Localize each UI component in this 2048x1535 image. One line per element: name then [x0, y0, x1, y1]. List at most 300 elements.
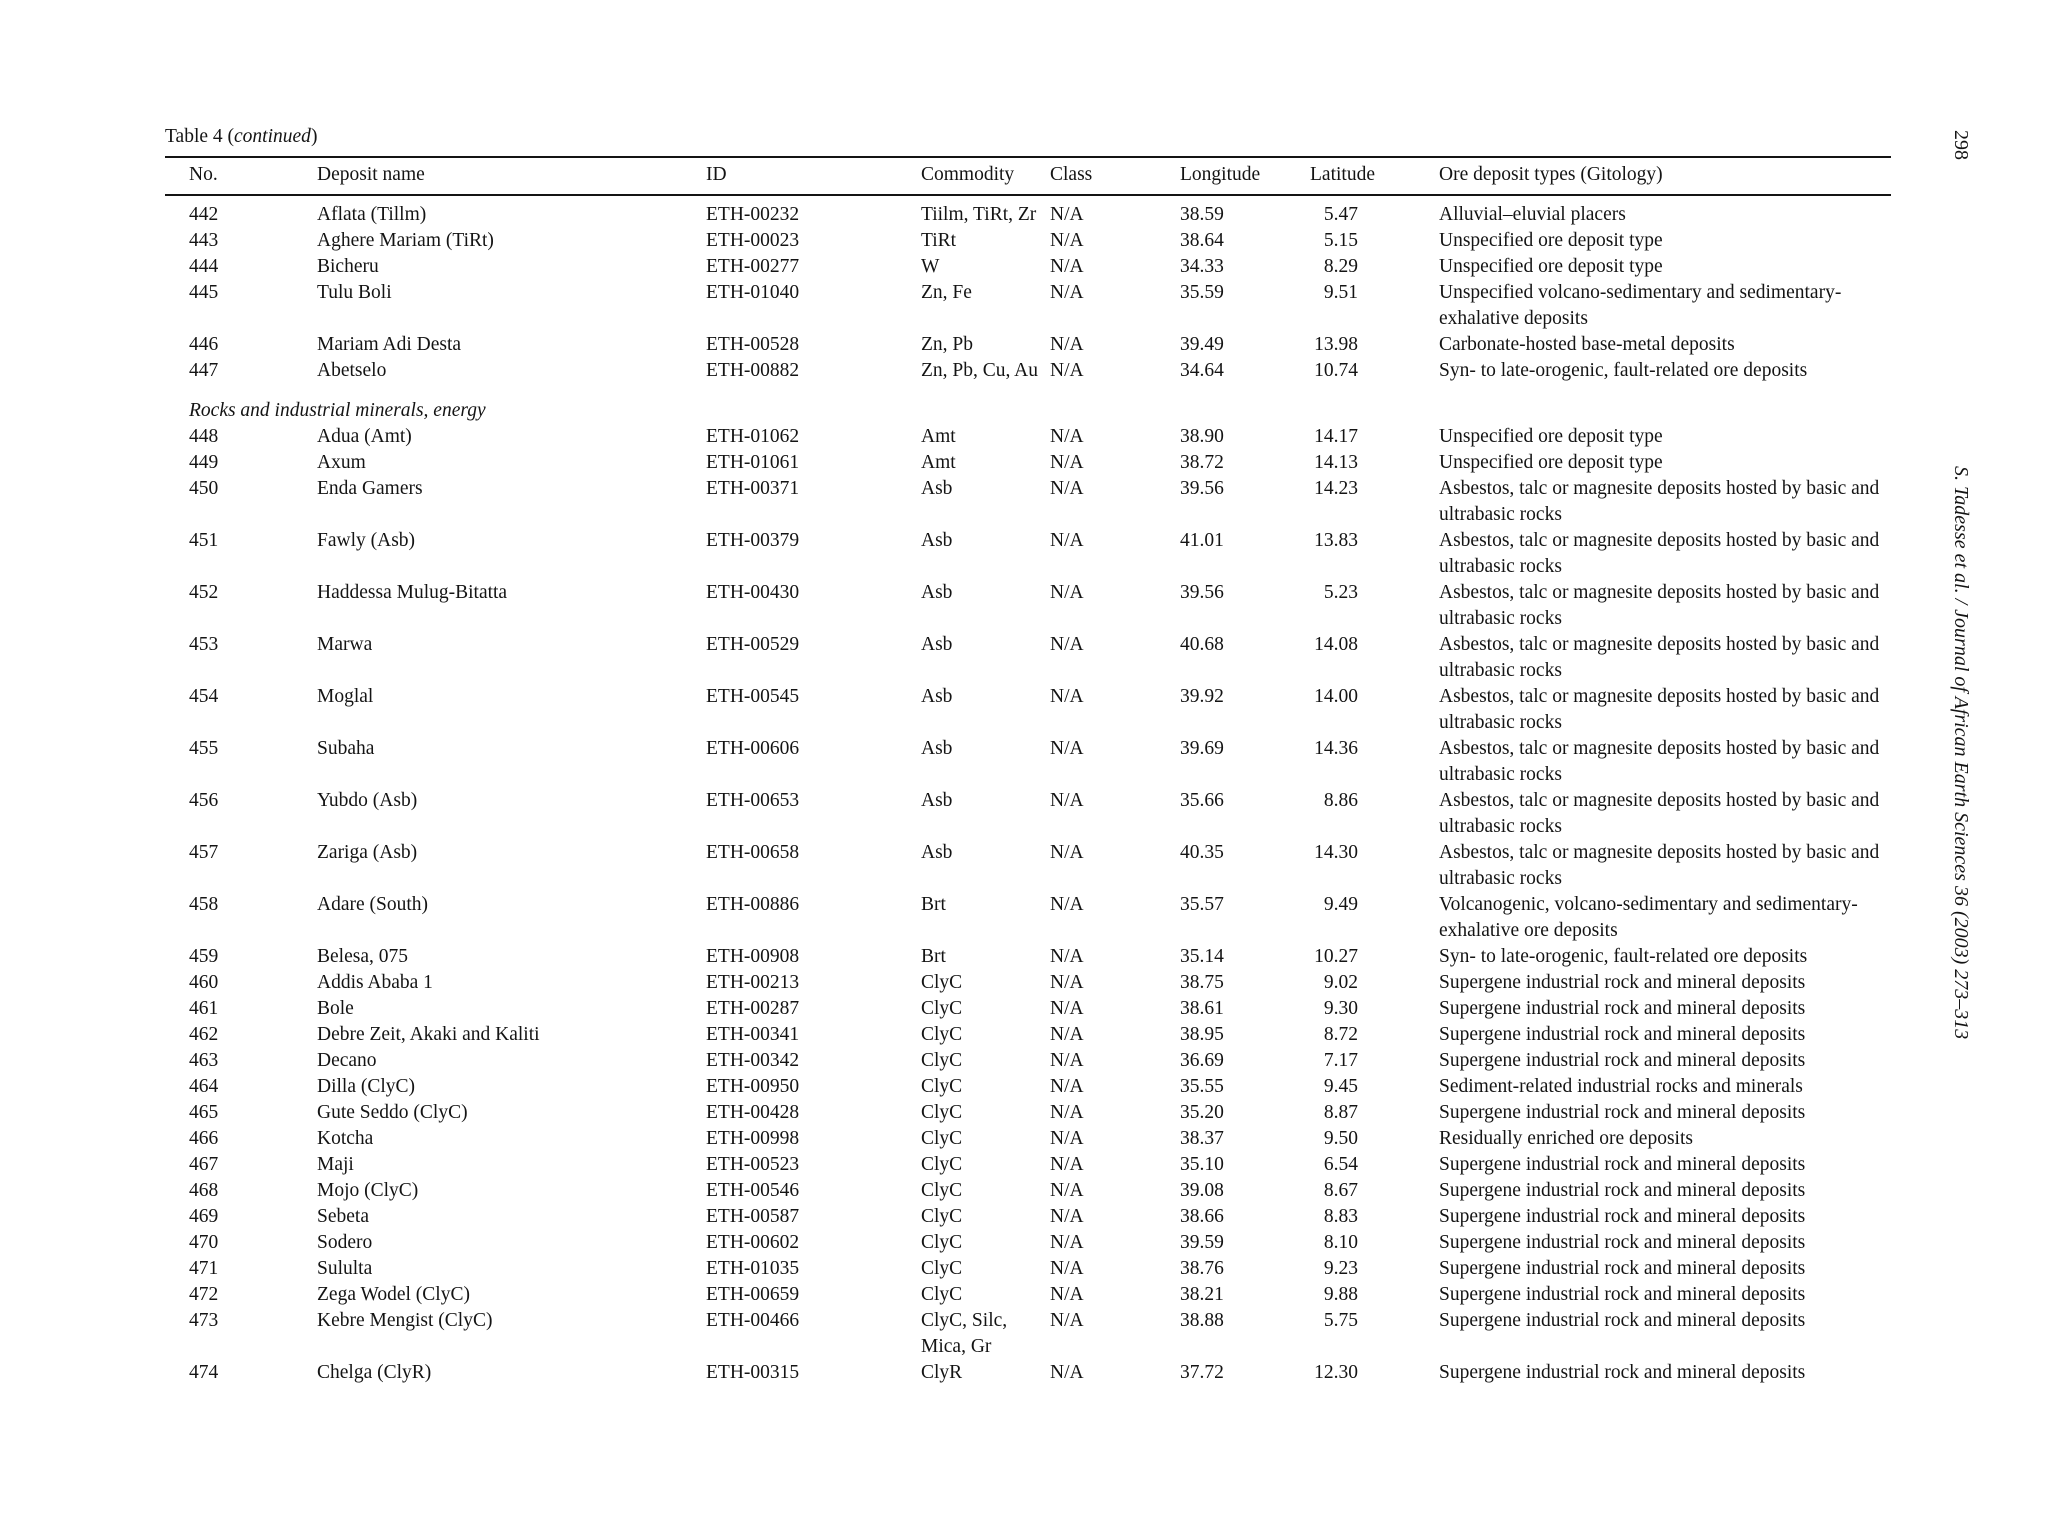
cell-no: 443 — [189, 230, 219, 251]
column-header-id: ID — [706, 164, 727, 185]
cell-no: 470 — [189, 1232, 219, 1253]
cell-deposit-name: Adare (South) — [317, 894, 429, 915]
cell-commodity: ClyC — [921, 1154, 963, 1175]
cell-no: 458 — [189, 894, 219, 915]
caption-suffix: ) — [310, 126, 318, 147]
cell-latitude: 13.83 — [1314, 530, 1358, 551]
table-row — [0, 580, 2048, 632]
cell-class: N/A — [1050, 1024, 1084, 1045]
column-header-commodity: Commodity — [921, 164, 1015, 185]
table-row — [0, 944, 2048, 970]
cell-class: N/A — [1050, 256, 1084, 277]
cell-ore-deposit-type: Alluvial–eluvial placers — [1439, 204, 1626, 225]
cell-class: N/A — [1050, 230, 1084, 251]
cell-class: N/A — [1050, 452, 1084, 473]
cell-no: 464 — [189, 1076, 219, 1097]
cell-no: 463 — [189, 1050, 219, 1071]
cell-longitude: 39.56 — [1180, 582, 1224, 603]
cell-deposit-name: Bole — [317, 998, 354, 1019]
cell-no: 473 — [189, 1310, 219, 1331]
column-header-longitude: Longitude — [1180, 164, 1261, 185]
cell-id: ETH-00998 — [706, 1128, 800, 1149]
cell-deposit-name: Addis Ababa 1 — [317, 972, 433, 993]
cell-no: 474 — [189, 1362, 219, 1383]
cell-class: N/A — [1050, 842, 1084, 863]
cell-latitude: 9.45 — [1323, 1076, 1358, 1097]
cell-id: ETH-01035 — [706, 1258, 800, 1279]
cell-ore-deposit-type: Asbestos, talc or magnesite deposits hosted by basic and ultrabasic rocks — [1439, 634, 1880, 681]
table-row — [0, 996, 2048, 1022]
running-header — [1948, 130, 1974, 1440]
cell-deposit-name: Chelga (ClyR) — [317, 1362, 432, 1383]
cell-commodity: ClyC — [921, 972, 963, 993]
cell-commodity: ClyC — [921, 1102, 963, 1123]
column-header-no: No. — [189, 164, 218, 185]
cell-commodity: ClyC — [921, 1232, 963, 1253]
table-header-rule — [165, 194, 1891, 196]
cell-latitude: 6.54 — [1323, 1154, 1358, 1175]
cell-ore-deposit-type: Sediment-related industrial rocks and minerals — [1439, 1076, 1803, 1097]
cell-deposit-name: Marwa — [317, 634, 373, 655]
cell-ore-deposit-type: Asbestos, talc or magnesite deposits hosted by basic and ultrabasic rocks — [1439, 842, 1880, 889]
table-row — [0, 1308, 2048, 1360]
cell-no: 442 — [189, 204, 219, 225]
cell-ore-deposit-type: Volcanogenic, volcano-sedimentary and sedimentary-exhalative ore deposits — [1439, 894, 1858, 941]
cell-no: 447 — [189, 360, 219, 381]
cell-latitude: 9.51 — [1323, 282, 1358, 303]
cell-ore-deposit-type: Supergene industrial rock and mineral deposits — [1439, 1258, 1806, 1279]
cell-deposit-name: Aflata (Tillm) — [317, 204, 427, 225]
cell-id: ETH-01062 — [706, 426, 800, 447]
cell-longitude: 38.95 — [1180, 1024, 1224, 1045]
cell-longitude: 38.76 — [1180, 1258, 1224, 1279]
cell-no: 462 — [189, 1024, 219, 1045]
cell-id: ETH-00882 — [706, 360, 800, 381]
cell-longitude: 34.64 — [1180, 360, 1224, 381]
journal-citation: S. Tadesse et al. / Journal of African Earth Sciences 36 (2003) 273–313 — [1950, 466, 1972, 1040]
cell-ore-deposit-type: Asbestos, talc or magnesite deposits hosted by basic and ultrabasic rocks — [1439, 738, 1880, 785]
cell-longitude: 38.61 — [1180, 998, 1224, 1019]
cell-id: ETH-00371 — [706, 478, 800, 499]
column-header-ore-deposit-types: Ore deposit types (Gitology) — [1439, 164, 1663, 185]
cell-class: N/A — [1050, 204, 1084, 225]
cell-deposit-name: Haddessa Mulug-Bitatta — [317, 582, 508, 603]
cell-no: 469 — [189, 1206, 219, 1227]
cell-latitude: 13.98 — [1314, 334, 1358, 355]
cell-commodity: Brt — [921, 894, 946, 915]
table-row — [0, 1152, 2048, 1178]
cell-commodity: Amt — [921, 426, 956, 447]
cell-ore-deposit-type: Supergene industrial rock and mineral deposits — [1439, 972, 1806, 993]
cell-ore-deposit-type: Supergene industrial rock and mineral deposits — [1439, 1024, 1806, 1045]
table-row — [0, 1100, 2048, 1126]
cell-longitude: 40.68 — [1180, 634, 1224, 655]
cell-longitude: 38.75 — [1180, 972, 1224, 993]
cell-longitude: 35.59 — [1180, 282, 1224, 303]
cell-id: ETH-00277 — [706, 256, 800, 277]
cell-class: N/A — [1050, 1284, 1084, 1305]
cell-id: ETH-00315 — [706, 1362, 800, 1383]
cell-no: 445 — [189, 282, 219, 303]
cell-id: ETH-00430 — [706, 582, 800, 603]
cell-latitude: 8.86 — [1323, 790, 1358, 811]
cell-latitude: 8.29 — [1323, 256, 1358, 277]
cell-no: 451 — [189, 530, 219, 551]
cell-latitude: 8.72 — [1323, 1024, 1358, 1045]
cell-ore-deposit-type: Unspecified ore deposit type — [1439, 452, 1663, 473]
table-row — [0, 1048, 2048, 1074]
cell-commodity: Asb — [921, 842, 953, 863]
cell-latitude: 14.23 — [1314, 478, 1358, 499]
table-row — [0, 528, 2048, 580]
cell-longitude: 38.88 — [1180, 1310, 1224, 1331]
section-heading: Rocks and industrial minerals, energy — [189, 400, 486, 421]
cell-no: 456 — [189, 790, 219, 811]
cell-ore-deposit-type: Syn- to late-orogenic, fault-related ore deposits — [1439, 946, 1808, 967]
cell-ore-deposit-type: Asbestos, talc or magnesite deposits hosted by basic and ultrabasic rocks — [1439, 582, 1880, 629]
cell-no: 465 — [189, 1102, 219, 1123]
table-row — [0, 1022, 2048, 1048]
cell-deposit-name: Bicheru — [317, 256, 379, 277]
cell-latitude: 8.67 — [1323, 1180, 1358, 1201]
cell-ore-deposit-type: Supergene industrial rock and mineral deposits — [1439, 998, 1806, 1019]
cell-longitude: 38.21 — [1180, 1284, 1224, 1305]
cell-class: N/A — [1050, 530, 1084, 551]
cell-longitude: 39.69 — [1180, 738, 1224, 759]
cell-deposit-name: Gute Seddo (ClyC) — [317, 1102, 468, 1123]
cell-commodity: ClyC — [921, 1180, 963, 1201]
cell-ore-deposit-type: Supergene industrial rock and mineral deposits — [1439, 1180, 1806, 1201]
cell-commodity: ClyC — [921, 998, 963, 1019]
cell-class: N/A — [1050, 360, 1084, 381]
table-row — [0, 1204, 2048, 1230]
cell-deposit-name: Tulu Boli — [317, 282, 392, 303]
cell-class: N/A — [1050, 738, 1084, 759]
cell-no: 459 — [189, 946, 219, 967]
cell-longitude: 37.72 — [1180, 1362, 1224, 1383]
cell-no: 472 — [189, 1284, 219, 1305]
cell-id: ETH-00379 — [706, 530, 800, 551]
cell-commodity: Asb — [921, 478, 953, 499]
cell-deposit-name: Sodero — [317, 1232, 373, 1253]
cell-longitude: 36.69 — [1180, 1050, 1224, 1071]
cell-latitude: 12.30 — [1314, 1362, 1358, 1383]
table-row — [0, 254, 2048, 280]
cell-id: ETH-00886 — [706, 894, 800, 915]
cell-commodity: ClyC — [921, 1258, 963, 1279]
cell-longitude: 35.14 — [1180, 946, 1224, 967]
cell-class: N/A — [1050, 1076, 1084, 1097]
table-row — [0, 736, 2048, 788]
cell-ore-deposit-type: Unspecified ore deposit type — [1439, 426, 1663, 447]
table-row — [0, 1230, 2048, 1256]
cell-class: N/A — [1050, 1258, 1084, 1279]
cell-class: N/A — [1050, 334, 1084, 355]
cell-deposit-name: Axum — [317, 452, 366, 473]
cell-longitude: 35.55 — [1180, 1076, 1224, 1097]
cell-ore-deposit-type: Asbestos, talc or magnesite deposits hosted by basic and ultrabasic rocks — [1439, 530, 1880, 577]
cell-latitude: 5.47 — [1323, 204, 1358, 225]
cell-latitude: 8.87 — [1323, 1102, 1358, 1123]
cell-id: ETH-00587 — [706, 1206, 800, 1227]
table-top-rule — [165, 156, 1891, 158]
table-row — [0, 280, 2048, 332]
cell-no: 468 — [189, 1180, 219, 1201]
cell-no: 455 — [189, 738, 219, 759]
table-row — [0, 892, 2048, 944]
cell-latitude: 14.00 — [1314, 686, 1358, 707]
cell-deposit-name: Yubdo (Asb) — [317, 790, 418, 811]
cell-id: ETH-00950 — [706, 1076, 800, 1097]
cell-id: ETH-00659 — [706, 1284, 800, 1305]
cell-ore-deposit-type: Unspecified volcano-sedimentary and sedimentary-exhalative deposits — [1439, 282, 1842, 329]
cell-class: N/A — [1050, 282, 1084, 303]
cell-no: 450 — [189, 478, 219, 499]
cell-commodity: Asb — [921, 530, 953, 551]
table-row — [0, 1256, 2048, 1282]
cell-commodity: Zn, Pb, Cu, Au — [921, 360, 1039, 381]
cell-class: N/A — [1050, 1050, 1084, 1071]
cell-commodity: Asb — [921, 634, 953, 655]
cell-id: ETH-00528 — [706, 334, 800, 355]
cell-commodity: ClyC — [921, 1076, 963, 1097]
cell-longitude: 40.35 — [1180, 842, 1224, 863]
cell-class: N/A — [1050, 998, 1084, 1019]
cell-deposit-name: Zariga (Asb) — [317, 842, 418, 863]
cell-commodity: Asb — [921, 738, 953, 759]
cell-latitude: 5.23 — [1323, 582, 1358, 603]
cell-deposit-name: Aghere Mariam (TiRt) — [317, 230, 494, 251]
cell-latitude: 9.02 — [1323, 972, 1358, 993]
cell-no: 466 — [189, 1128, 219, 1149]
cell-no: 460 — [189, 972, 219, 993]
cell-deposit-name: Debre Zeit, Akaki and Kaliti — [317, 1024, 540, 1045]
cell-latitude: 9.30 — [1323, 998, 1358, 1019]
cell-class: N/A — [1050, 478, 1084, 499]
cell-ore-deposit-type: Supergene industrial rock and mineral deposits — [1439, 1310, 1806, 1331]
cell-latitude: 9.50 — [1323, 1128, 1358, 1149]
table-row — [0, 1074, 2048, 1100]
cell-no: 444 — [189, 256, 219, 277]
cell-class: N/A — [1050, 1362, 1084, 1383]
column-header-latitude: Latitude — [1310, 164, 1375, 185]
cell-id: ETH-00545 — [706, 686, 800, 707]
cell-commodity: ClyC — [921, 1284, 963, 1305]
cell-class: N/A — [1050, 1154, 1084, 1175]
cell-longitude: 39.08 — [1180, 1180, 1224, 1201]
cell-longitude: 35.57 — [1180, 894, 1224, 915]
cell-ore-deposit-type: Supergene industrial rock and mineral deposits — [1439, 1284, 1806, 1305]
cell-no: 461 — [189, 998, 219, 1019]
cell-ore-deposit-type: Supergene industrial rock and mineral deposits — [1439, 1154, 1806, 1175]
table-row — [0, 450, 2048, 476]
cell-id: ETH-00341 — [706, 1024, 800, 1045]
column-header-class: Class — [1050, 164, 1093, 185]
cell-longitude: 34.33 — [1180, 256, 1224, 277]
cell-deposit-name: Decano — [317, 1050, 377, 1071]
cell-latitude: 10.27 — [1314, 946, 1358, 967]
table-row — [0, 970, 2048, 996]
cell-commodity: ClyC — [921, 1050, 963, 1071]
cell-class: N/A — [1050, 790, 1084, 811]
table-row — [0, 1282, 2048, 1308]
cell-no: 453 — [189, 634, 219, 655]
cell-commodity: ClyC — [921, 1024, 963, 1045]
cell-deposit-name: Subaha — [317, 738, 375, 759]
cell-id: ETH-00213 — [706, 972, 800, 993]
cell-deposit-name: Sebeta — [317, 1206, 369, 1227]
cell-commodity: Brt — [921, 946, 946, 967]
cell-id: ETH-00529 — [706, 634, 800, 655]
cell-id: ETH-00523 — [706, 1154, 800, 1175]
cell-ore-deposit-type: Carbonate-hosted base-metal deposits — [1439, 334, 1735, 355]
cell-longitude: 39.92 — [1180, 686, 1224, 707]
cell-latitude: 8.83 — [1323, 1206, 1358, 1227]
cell-commodity: W — [921, 256, 940, 277]
cell-no: 446 — [189, 334, 219, 355]
cell-class: N/A — [1050, 1180, 1084, 1201]
cell-ore-deposit-type: Asbestos, talc or magnesite deposits hosted by basic and ultrabasic rocks — [1439, 686, 1880, 733]
cell-ore-deposit-type: Unspecified ore deposit type — [1439, 230, 1663, 251]
cell-deposit-name: Dilla (ClyC) — [317, 1076, 416, 1097]
cell-id: ETH-00546 — [706, 1180, 800, 1201]
cell-id: ETH-01040 — [706, 282, 800, 303]
cell-class: N/A — [1050, 634, 1084, 655]
cell-deposit-name: Enda Gamers — [317, 478, 423, 499]
cell-latitude: 9.49 — [1323, 894, 1358, 915]
cell-ore-deposit-type: Asbestos, talc or magnesite deposits hosted by basic and ultrabasic rocks — [1439, 478, 1880, 525]
cell-class: N/A — [1050, 426, 1084, 447]
cell-no: 448 — [189, 426, 219, 447]
cell-class: N/A — [1050, 1128, 1084, 1149]
cell-id: ETH-00908 — [706, 946, 800, 967]
table-row — [0, 1178, 2048, 1204]
cell-id: ETH-00606 — [706, 738, 800, 759]
cell-deposit-name: Maji — [317, 1154, 354, 1175]
table-row — [0, 228, 2048, 254]
cell-commodity: Tiilm, TiRt, Zr — [921, 204, 1037, 225]
cell-no: 449 — [189, 452, 219, 473]
cell-commodity: Asb — [921, 686, 953, 707]
cell-deposit-name: Zega Wodel (ClyC) — [317, 1284, 470, 1305]
cell-id: ETH-01061 — [706, 452, 800, 473]
cell-ore-deposit-type: Supergene industrial rock and mineral deposits — [1439, 1362, 1806, 1383]
cell-longitude: 35.66 — [1180, 790, 1224, 811]
cell-latitude: 14.17 — [1314, 426, 1358, 447]
cell-id: ETH-00287 — [706, 998, 800, 1019]
cell-latitude: 8.10 — [1323, 1232, 1358, 1253]
cell-commodity: ClyC — [921, 1206, 963, 1227]
cell-deposit-name: Belesa, 075 — [317, 946, 408, 967]
cell-class: N/A — [1050, 686, 1084, 707]
cell-latitude: 9.88 — [1323, 1284, 1358, 1305]
cell-ore-deposit-type: Syn- to late-orogenic, fault-related ore deposits — [1439, 360, 1808, 381]
cell-class: N/A — [1050, 1206, 1084, 1227]
table-row — [0, 358, 2048, 384]
cell-class: N/A — [1050, 972, 1084, 993]
cell-commodity: Zn, Fe — [921, 282, 972, 303]
cell-commodity: TiRt — [921, 230, 957, 251]
cell-longitude: 39.49 — [1180, 334, 1224, 355]
cell-id: ETH-00023 — [706, 230, 800, 251]
cell-class: N/A — [1050, 1232, 1084, 1253]
cell-deposit-name: Mariam Adi Desta — [317, 334, 462, 355]
cell-id: ETH-00342 — [706, 1050, 800, 1071]
cell-commodity: ClyC, Silc, Mica, Gr — [921, 1310, 1008, 1357]
section-row — [0, 384, 2048, 424]
cell-commodity: ClyC — [921, 1128, 963, 1149]
cell-longitude: 38.90 — [1180, 426, 1224, 447]
cell-longitude: 35.20 — [1180, 1102, 1224, 1123]
table-row — [0, 202, 2048, 228]
cell-latitude: 5.75 — [1323, 1310, 1358, 1331]
cell-deposit-name: Abetselo — [317, 360, 387, 381]
table-row — [0, 684, 2048, 736]
cell-id: ETH-00602 — [706, 1232, 800, 1253]
cell-id: ETH-00232 — [706, 204, 800, 225]
cell-id: ETH-00466 — [706, 1310, 800, 1331]
cell-class: N/A — [1050, 894, 1084, 915]
caption-continued: continued — [234, 126, 311, 147]
cell-longitude: 38.72 — [1180, 452, 1224, 473]
cell-commodity: ClyR — [921, 1362, 963, 1383]
cell-id: ETH-00428 — [706, 1102, 800, 1123]
cell-deposit-name: Kotcha — [317, 1128, 374, 1149]
cell-ore-deposit-type: Supergene industrial rock and mineral deposits — [1439, 1206, 1806, 1227]
cell-ore-deposit-type: Asbestos, talc or magnesite deposits hosted by basic and ultrabasic rocks — [1439, 790, 1880, 837]
cell-no: 467 — [189, 1154, 219, 1175]
cell-ore-deposit-type: Supergene industrial rock and mineral deposits — [1439, 1050, 1806, 1071]
column-header-deposit-name: Deposit name — [317, 164, 425, 185]
cell-no: 471 — [189, 1258, 219, 1279]
cell-deposit-name: Moglal — [317, 686, 374, 707]
cell-latitude: 14.08 — [1314, 634, 1358, 655]
cell-latitude: 7.17 — [1323, 1050, 1358, 1071]
cell-commodity: Amt — [921, 452, 956, 473]
cell-ore-deposit-type: Supergene industrial rock and mineral deposits — [1439, 1102, 1806, 1123]
cell-deposit-name: Fawly (Asb) — [317, 530, 416, 551]
table-row — [0, 1126, 2048, 1152]
cell-no: 454 — [189, 686, 219, 707]
cell-ore-deposit-type: Residually enriched ore deposits — [1439, 1128, 1693, 1149]
cell-latitude: 14.36 — [1314, 738, 1358, 759]
table-row — [0, 788, 2048, 840]
cell-id: ETH-00658 — [706, 842, 800, 863]
cell-commodity: Asb — [921, 790, 953, 811]
cell-longitude: 38.64 — [1180, 230, 1224, 251]
table-row — [0, 1360, 2048, 1386]
cell-commodity: Asb — [921, 582, 953, 603]
cell-no: 457 — [189, 842, 219, 863]
cell-latitude: 10.74 — [1314, 360, 1358, 381]
cell-longitude: 38.66 — [1180, 1206, 1224, 1227]
cell-latitude: 14.13 — [1314, 452, 1358, 473]
cell-longitude: 38.59 — [1180, 204, 1224, 225]
cell-latitude: 9.23 — [1323, 1258, 1358, 1279]
cell-latitude: 5.15 — [1323, 230, 1358, 251]
table-body — [0, 202, 2048, 1386]
cell-deposit-name: Adua (Amt) — [317, 426, 412, 447]
table-row — [0, 476, 2048, 528]
cell-longitude: 35.10 — [1180, 1154, 1224, 1175]
cell-ore-deposit-type: Supergene industrial rock and mineral deposits — [1439, 1232, 1806, 1253]
cell-class: N/A — [1050, 1310, 1084, 1331]
page-number: 298 — [1950, 130, 1972, 160]
cell-id: ETH-00653 — [706, 790, 800, 811]
cell-longitude: 41.01 — [1180, 530, 1224, 551]
cell-deposit-name: Sululta — [317, 1258, 373, 1279]
cell-deposit-name: Kebre Mengist (ClyC) — [317, 1310, 493, 1331]
